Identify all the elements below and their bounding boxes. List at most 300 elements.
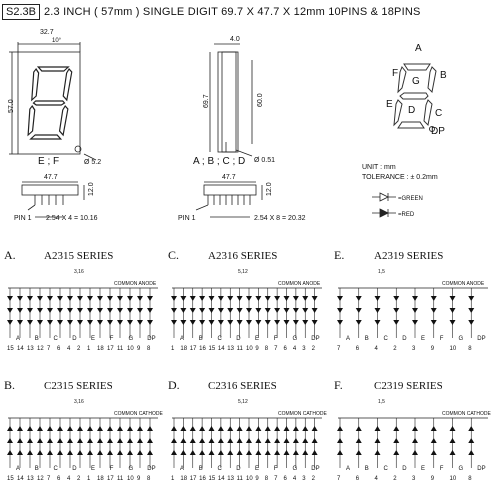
pin-number: 6 bbox=[355, 346, 360, 352]
led-diode-icon bbox=[147, 450, 153, 455]
pin-number: 3 bbox=[412, 346, 416, 352]
led-diode-icon bbox=[67, 450, 73, 455]
led-diode-icon bbox=[190, 296, 196, 301]
pin-number: 16 bbox=[199, 476, 206, 482]
led-diode-icon bbox=[171, 308, 177, 313]
pin-number: 7 bbox=[274, 346, 278, 352]
segment-label: G bbox=[292, 466, 298, 472]
green-led-icon bbox=[372, 193, 396, 201]
led-diode-icon bbox=[246, 450, 252, 455]
led-diode-icon bbox=[375, 438, 381, 443]
led-diode-icon bbox=[199, 308, 205, 313]
led-diode-icon bbox=[227, 320, 233, 325]
led-diode-icon bbox=[180, 320, 186, 325]
pin-number: 4 bbox=[374, 346, 378, 352]
pin-number: 18 bbox=[97, 476, 104, 482]
header bbox=[2, 2, 498, 22]
led-diode-icon bbox=[127, 308, 133, 313]
panel-letter: A. bbox=[4, 248, 16, 262]
series-title: C2316 SERIES bbox=[208, 380, 277, 392]
led-diode-icon bbox=[47, 320, 53, 325]
led-diode-icon bbox=[17, 426, 23, 431]
led-diode-icon bbox=[209, 438, 215, 443]
led-diode-icon bbox=[147, 296, 153, 301]
segment-label: D bbox=[236, 336, 241, 342]
pin-number: 8 bbox=[147, 346, 151, 352]
led-diode-icon bbox=[97, 296, 103, 301]
dim-depth: 4.0 bbox=[230, 36, 240, 43]
segment-label: A bbox=[16, 336, 21, 342]
pin-number: 6 bbox=[57, 476, 61, 482]
led-diode-icon bbox=[450, 450, 456, 455]
led-diode-icon bbox=[87, 308, 93, 313]
led-diode-icon bbox=[57, 426, 63, 431]
seg-g: G bbox=[412, 76, 420, 87]
led-diode-icon bbox=[302, 296, 308, 301]
common-label: 5,12 bbox=[238, 399, 248, 405]
led-diode-icon bbox=[393, 438, 399, 443]
led-diode-icon bbox=[337, 308, 343, 313]
segment-label: F bbox=[109, 336, 114, 342]
segment-label: DP bbox=[477, 336, 486, 342]
pin-number: 13 bbox=[227, 346, 234, 352]
led-diode-icon bbox=[37, 296, 43, 301]
led-diode-icon bbox=[227, 426, 233, 431]
segment-label: DP bbox=[311, 466, 320, 472]
side-view bbox=[210, 44, 252, 156]
segment-label: B bbox=[364, 336, 369, 342]
segment-label: E bbox=[255, 336, 260, 342]
segment-label: E bbox=[421, 336, 426, 342]
led-diode-icon bbox=[302, 438, 308, 443]
seg-b: B bbox=[440, 70, 447, 81]
segment-label: F bbox=[439, 336, 444, 342]
pin-number: 4 bbox=[67, 476, 71, 482]
ef-side: 12.0 bbox=[88, 182, 95, 196]
led-diode-icon bbox=[255, 296, 261, 301]
pin-number: 18 bbox=[180, 346, 188, 352]
led-diode-icon bbox=[171, 296, 177, 301]
led-diode-icon bbox=[57, 438, 63, 443]
led-diode-icon bbox=[17, 438, 23, 443]
led-diode-icon bbox=[274, 450, 280, 455]
led-diode-icon bbox=[393, 296, 399, 301]
pin-number: 1 bbox=[87, 476, 91, 482]
led-diode-icon bbox=[77, 438, 83, 443]
pin-number: 2 bbox=[77, 476, 81, 482]
segment-label: C bbox=[217, 336, 222, 342]
segment-label: F bbox=[273, 466, 278, 472]
red-led-icon bbox=[372, 209, 396, 217]
led-diode-icon bbox=[274, 320, 280, 325]
segment-label: A bbox=[346, 336, 351, 342]
seg-a: A bbox=[415, 43, 422, 54]
segment-label: C bbox=[217, 466, 222, 472]
segment-label: D bbox=[236, 466, 241, 472]
led-diode-icon bbox=[255, 438, 261, 443]
common-label-text: COMMON ANODE bbox=[442, 281, 485, 287]
led-diode-icon bbox=[47, 438, 53, 443]
pin-number: 13 bbox=[227, 476, 234, 482]
led-diode-icon bbox=[302, 450, 308, 455]
led-diode-icon bbox=[199, 426, 205, 431]
led-diode-icon bbox=[274, 308, 280, 313]
led-diode-icon bbox=[171, 320, 177, 325]
led-diode-icon bbox=[147, 426, 153, 431]
led-diode-icon bbox=[227, 438, 233, 443]
seg-e: E bbox=[386, 99, 393, 110]
segment-label: G bbox=[128, 336, 134, 342]
led-diode-icon bbox=[218, 308, 224, 313]
led-diode-icon bbox=[97, 438, 103, 443]
led-diode-icon bbox=[375, 450, 381, 455]
led-diode-icon bbox=[293, 438, 299, 443]
pin-number: 7 bbox=[337, 346, 341, 352]
led-diode-icon bbox=[227, 296, 233, 301]
led-diode-icon bbox=[27, 308, 33, 313]
abcd-width: 47.7 bbox=[222, 174, 236, 181]
led-diode-icon bbox=[77, 320, 83, 325]
led-diode-icon bbox=[97, 450, 103, 455]
led-diode-icon bbox=[312, 450, 318, 455]
led-diode-icon bbox=[199, 438, 205, 443]
led-diode-icon bbox=[127, 438, 133, 443]
pin-number: 4 bbox=[374, 476, 378, 482]
led-diode-icon bbox=[127, 296, 133, 301]
pin-number: 12 bbox=[37, 346, 44, 352]
segment-label: D bbox=[402, 336, 407, 342]
led-diode-icon bbox=[57, 308, 63, 313]
pin-number: 17 bbox=[189, 476, 197, 482]
led-diode-icon bbox=[431, 426, 437, 431]
led-diode-icon bbox=[302, 426, 308, 431]
led-diode-icon bbox=[468, 450, 474, 455]
led-diode-icon bbox=[450, 426, 456, 431]
led-diode-icon bbox=[356, 450, 362, 455]
led-diode-icon bbox=[393, 308, 399, 313]
pin-number: 14 bbox=[217, 346, 225, 352]
led-diode-icon bbox=[468, 320, 474, 325]
led-diode-icon bbox=[293, 320, 299, 325]
led-diode-icon bbox=[393, 320, 399, 325]
pin-number: 9 bbox=[255, 476, 259, 482]
pin-number: 7 bbox=[337, 476, 341, 482]
led-diode-icon bbox=[137, 438, 143, 443]
led-diode-icon bbox=[137, 426, 143, 431]
led-diode-icon bbox=[237, 438, 243, 443]
pin-number: 15 bbox=[208, 346, 216, 352]
circuit-panel-b bbox=[4, 378, 163, 482]
abcd-pin1: PIN 1 bbox=[178, 215, 196, 222]
pin-number: 6 bbox=[355, 476, 360, 482]
led-diode-icon bbox=[107, 308, 113, 313]
segment-label: D bbox=[402, 466, 407, 472]
led-diode-icon bbox=[265, 438, 271, 443]
pin-number: 2 bbox=[311, 476, 315, 482]
led-diode-icon bbox=[274, 438, 280, 443]
led-diode-icon bbox=[255, 308, 261, 313]
led-diode-icon bbox=[17, 450, 23, 455]
pin-number: 11 bbox=[236, 346, 243, 352]
segment-label: E bbox=[421, 466, 426, 472]
series-title: C2315 SERIES bbox=[44, 380, 113, 392]
segment-label: E bbox=[91, 466, 96, 472]
pin-number: 9 bbox=[137, 476, 141, 482]
led-diode-icon bbox=[127, 320, 133, 325]
segment-label: B bbox=[198, 466, 203, 472]
led-diode-icon bbox=[87, 296, 93, 301]
common-label-text: COMMON ANODE bbox=[114, 281, 157, 287]
pin-number: 8 bbox=[147, 476, 151, 482]
led-diode-icon bbox=[171, 426, 177, 431]
dim-height: 57.0 bbox=[8, 99, 15, 113]
led-diode-icon bbox=[17, 296, 23, 301]
led-diode-icon bbox=[468, 438, 474, 443]
bottom-label-ef: E ; F bbox=[38, 156, 60, 167]
led-diode-icon bbox=[87, 450, 93, 455]
segment-label: A bbox=[16, 466, 21, 472]
led-diode-icon bbox=[117, 426, 123, 431]
unit-note: UNIT : mm bbox=[362, 164, 396, 171]
pin-number: 17 bbox=[107, 346, 114, 352]
series-title: A2316 SERIES bbox=[208, 250, 278, 262]
segment-label: C bbox=[53, 466, 58, 472]
pin-number: 10 bbox=[449, 346, 457, 352]
led-diode-icon bbox=[57, 320, 63, 325]
led-diode-icon bbox=[180, 426, 186, 431]
circuit-panel-d bbox=[168, 378, 327, 482]
led-diode-icon bbox=[67, 308, 73, 313]
led-diode-icon bbox=[237, 308, 243, 313]
panel-letter: F. bbox=[334, 378, 343, 392]
led-diode-icon bbox=[117, 308, 123, 313]
common-label-text: COMMON CATHODE bbox=[114, 411, 163, 417]
pin-number: 10 bbox=[449, 476, 457, 482]
abcd-pitch: 2.54 X 8 = 20.32 bbox=[254, 215, 306, 222]
led-diode-icon bbox=[47, 308, 53, 313]
led-diode-icon bbox=[37, 450, 43, 455]
pin-number: 6 bbox=[283, 346, 287, 352]
segment-label: DP bbox=[147, 466, 156, 472]
led-diode-icon bbox=[265, 450, 271, 455]
led-diode-icon bbox=[412, 308, 418, 313]
led-diode-icon bbox=[237, 320, 243, 325]
led-diode-icon bbox=[274, 296, 280, 301]
pin-number: 1 bbox=[87, 346, 91, 352]
led-diode-icon bbox=[137, 320, 143, 325]
pin-number: 1 bbox=[171, 476, 175, 482]
pin-number: 15 bbox=[7, 346, 14, 352]
pin-number: 10 bbox=[246, 476, 253, 482]
led-diode-icon bbox=[77, 296, 83, 301]
common-label: 1,5 bbox=[378, 399, 385, 405]
ef-pin1: PIN 1 bbox=[14, 215, 32, 222]
pin-number: 18 bbox=[180, 476, 188, 482]
led-diode-icon bbox=[431, 320, 437, 325]
pin-number: 3 bbox=[412, 476, 416, 482]
led-diode-icon bbox=[27, 320, 33, 325]
led-diode-icon bbox=[237, 426, 243, 431]
led-diode-icon bbox=[302, 320, 308, 325]
green-note: =GREEN bbox=[398, 196, 423, 202]
led-diode-icon bbox=[27, 426, 33, 431]
abcd-side: 12.0 bbox=[266, 182, 273, 196]
led-diode-icon bbox=[127, 450, 133, 455]
common-label: 3,16 bbox=[74, 399, 84, 405]
pin-number: 8 bbox=[264, 346, 269, 352]
led-diode-icon bbox=[375, 296, 381, 301]
segment-label: F bbox=[109, 466, 114, 472]
led-diode-icon bbox=[67, 426, 73, 431]
led-diode-icon bbox=[117, 320, 123, 325]
led-diode-icon bbox=[77, 308, 83, 313]
segment-label: G bbox=[458, 336, 464, 342]
led-diode-icon bbox=[180, 438, 186, 443]
segment-label: DP bbox=[147, 336, 156, 342]
dim-angle: 10° bbox=[52, 38, 62, 44]
led-diode-icon bbox=[274, 426, 280, 431]
segment-label: B bbox=[364, 466, 369, 472]
led-diode-icon bbox=[246, 438, 252, 443]
seg-dp: DP bbox=[431, 126, 445, 137]
led-diode-icon bbox=[393, 450, 399, 455]
led-diode-icon bbox=[7, 438, 13, 443]
led-diode-icon bbox=[431, 438, 437, 443]
led-diode-icon bbox=[255, 450, 261, 455]
led-diode-icon bbox=[337, 450, 343, 455]
led-diode-icon bbox=[293, 296, 299, 301]
led-diode-icon bbox=[450, 308, 456, 313]
led-diode-icon bbox=[356, 320, 362, 325]
segment-label: F bbox=[439, 466, 444, 472]
led-diode-icon bbox=[312, 296, 318, 301]
led-diode-icon bbox=[27, 438, 33, 443]
led-diode-icon bbox=[284, 426, 290, 431]
led-diode-icon bbox=[137, 308, 143, 313]
panel-letter: E. bbox=[334, 248, 345, 262]
led-diode-icon bbox=[246, 426, 252, 431]
dim-width: 32.7 bbox=[40, 29, 54, 36]
led-diode-icon bbox=[37, 438, 43, 443]
led-diode-icon bbox=[412, 438, 418, 443]
led-diode-icon bbox=[265, 320, 271, 325]
ef-pitch: 2.54 X 4 = 10.16 bbox=[46, 215, 98, 222]
led-diode-icon bbox=[246, 308, 252, 313]
panel-letter: C. bbox=[168, 248, 180, 262]
pin-number: 4 bbox=[67, 346, 71, 352]
led-diode-icon bbox=[17, 308, 23, 313]
pin-number: 17 bbox=[189, 346, 197, 352]
dim-dot: Ø 5.2 bbox=[84, 159, 102, 166]
segment-label: C bbox=[53, 336, 58, 342]
circuit-panel-c bbox=[168, 248, 322, 352]
pin-number: 7 bbox=[47, 346, 51, 352]
pin-number: 2 bbox=[77, 346, 81, 352]
led-diode-icon bbox=[190, 450, 196, 455]
led-diode-icon bbox=[77, 450, 83, 455]
pin-number: 14 bbox=[17, 346, 24, 352]
led-diode-icon bbox=[218, 426, 224, 431]
part-title: 2.3 INCH ( 57mm ) SINGLE DIGIT 69.7 X 47.7 X 12mm 10PINS & 18PINS bbox=[43, 6, 421, 18]
bottom-view-abcd bbox=[196, 182, 262, 217]
led-diode-icon bbox=[180, 308, 186, 313]
led-diode-icon bbox=[293, 426, 299, 431]
led-diode-icon bbox=[237, 296, 243, 301]
pin-number: 9 bbox=[255, 346, 259, 352]
led-diode-icon bbox=[412, 426, 418, 431]
led-diode-icon bbox=[180, 296, 186, 301]
led-diode-icon bbox=[87, 438, 93, 443]
series-title: C2319 SERIES bbox=[374, 380, 443, 392]
led-diode-icon bbox=[227, 308, 233, 313]
segment-label: E bbox=[255, 466, 260, 472]
led-diode-icon bbox=[337, 426, 343, 431]
pin-number: 10 bbox=[127, 346, 134, 352]
led-diode-icon bbox=[47, 450, 53, 455]
led-diode-icon bbox=[147, 308, 153, 313]
pin-number: 2 bbox=[393, 476, 397, 482]
led-diode-icon bbox=[337, 320, 343, 325]
pin-number: 11 bbox=[117, 476, 124, 482]
led-diode-icon bbox=[209, 296, 215, 301]
dim-inner-h: 60.0 bbox=[257, 93, 264, 107]
pin-number: 8 bbox=[468, 476, 472, 482]
common-label-text: COMMON ANODE bbox=[278, 281, 321, 287]
led-diode-icon bbox=[87, 426, 93, 431]
dim-pin: Ø 0.51 bbox=[254, 157, 276, 164]
led-diode-icon bbox=[284, 320, 290, 325]
led-diode-icon bbox=[209, 320, 215, 325]
led-diode-icon bbox=[117, 450, 123, 455]
pin-number: 18 bbox=[97, 346, 104, 352]
led-diode-icon bbox=[255, 426, 261, 431]
led-diode-icon bbox=[37, 320, 43, 325]
panel-letter: B. bbox=[4, 378, 16, 392]
pin-number: 6 bbox=[283, 476, 287, 482]
segment-label: B bbox=[198, 336, 203, 342]
common-label-text: COMMON CATHODE bbox=[278, 411, 327, 417]
led-diode-icon bbox=[284, 296, 290, 301]
pin-number: 10 bbox=[127, 476, 134, 482]
led-diode-icon bbox=[117, 438, 123, 443]
pin-number: 15 bbox=[7, 476, 14, 482]
led-diode-icon bbox=[356, 426, 362, 431]
led-diode-icon bbox=[97, 308, 103, 313]
led-diode-icon bbox=[7, 296, 13, 301]
dim-outer-h: 69.7 bbox=[203, 94, 210, 108]
led-diode-icon bbox=[337, 438, 343, 443]
circuit-panel-e bbox=[334, 248, 488, 352]
segment-label: A bbox=[180, 466, 185, 472]
circuit-panel-a bbox=[4, 248, 158, 352]
segment-label: D bbox=[72, 336, 77, 342]
pin-number: 7 bbox=[47, 476, 51, 482]
led-diode-icon bbox=[337, 296, 343, 301]
ef-width: 47.7 bbox=[44, 174, 58, 181]
led-diode-icon bbox=[312, 426, 318, 431]
led-diode-icon bbox=[431, 296, 437, 301]
led-diode-icon bbox=[107, 296, 113, 301]
segment-label: G bbox=[458, 466, 464, 472]
led-diode-icon bbox=[450, 296, 456, 301]
led-diode-icon bbox=[393, 426, 399, 431]
pin-number: 7 bbox=[274, 476, 278, 482]
led-diode-icon bbox=[171, 450, 177, 455]
led-diode-icon bbox=[375, 426, 381, 431]
pin-number: 9 bbox=[137, 346, 141, 352]
segment-label: A bbox=[180, 336, 185, 342]
led-diode-icon bbox=[218, 296, 224, 301]
